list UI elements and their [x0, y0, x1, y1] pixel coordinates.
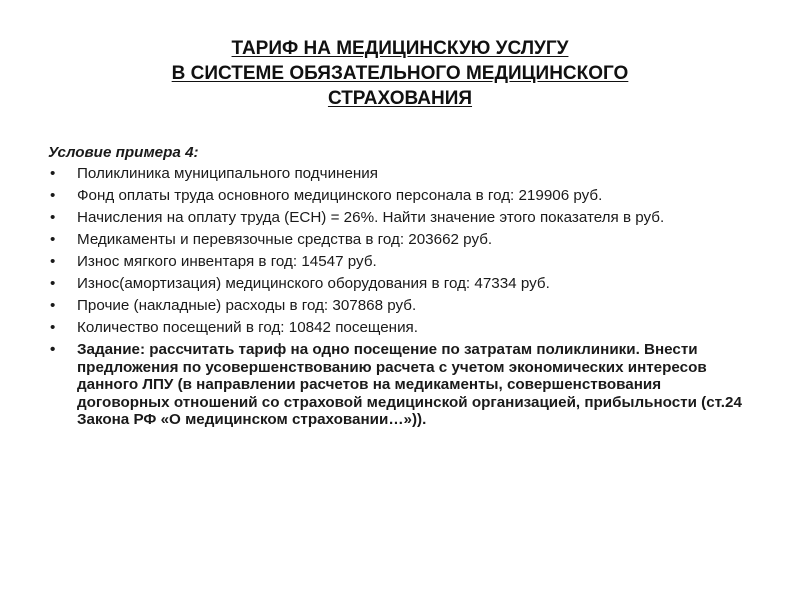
list-item: [48, 230, 748, 249]
bullet-icon: •: [50, 253, 56, 270]
bullet-icon: •: [50, 341, 56, 358]
title-line-3: СТРАХОВАНИЯ: [327, 88, 473, 109]
list-item: [48, 164, 748, 183]
list-item-text: Износ(амортизация) медицинского оборудования в год: 47334 руб.: [77, 275, 550, 292]
condition-label: Условие примера 4:: [48, 144, 199, 161]
list-item: [48, 252, 748, 271]
list-item: [48, 274, 748, 293]
list-item-text: Поликлиника муниципального подчинения: [77, 165, 378, 182]
bullet-icon: •: [50, 209, 56, 226]
bullet-icon: •: [50, 297, 56, 314]
list-item-text: Износ мягкого инвентаря в год: 14547 руб.: [77, 253, 377, 270]
bullet-icon: •: [50, 319, 56, 336]
title-line-2: В СИСТЕМЕ ОБЯЗАТЕЛЬНОГО МЕДИЦИНСКОГО: [171, 63, 629, 84]
list-item-text: Медикаменты и перевязочные средства в год: 203662 руб.: [77, 231, 493, 248]
bullet-icon: •: [50, 231, 56, 248]
list-item: [48, 186, 748, 205]
bullet-icon: •: [50, 165, 56, 182]
bullet-icon: •: [50, 275, 56, 292]
slide-title: [40, 36, 760, 111]
bullet-list: [48, 164, 748, 429]
list-item: [48, 296, 748, 315]
list-item: [48, 318, 748, 337]
bullet-icon: •: [50, 187, 56, 204]
list-item: [48, 208, 748, 227]
list-item-text: Фонд оплаты труда основного медицинского персонала в год: 219906 руб.: [77, 187, 603, 204]
slide-content: [48, 143, 748, 432]
list-item-text: Начисления на оплату труда (ЕСН) = 26%. Найти значение этого показателя в руб.: [77, 209, 665, 226]
list-item-text: Прочие (накладные) расходы в год: 307868 руб.: [77, 297, 417, 314]
list-item-text: Количество посещений в год: 10842 посещения.: [77, 319, 418, 336]
title-line-1: ТАРИФ НА МЕДИЦИНСКУЮ УСЛУГУ: [231, 38, 569, 59]
task-text: Задание: рассчитать тариф на одно посещение по затратам поликлиники. Внести предложения по усовершенствованию расчета с учетом экономических интересов данного ЛПУ (в направлении расчетов на медикаменты, совершенствования договорных отношений со страховой медицинской организацией, прибыльности (ст.24 Закона РФ «О медицинском страховании…»)).: [77, 341, 742, 428]
task-item: [48, 341, 748, 429]
